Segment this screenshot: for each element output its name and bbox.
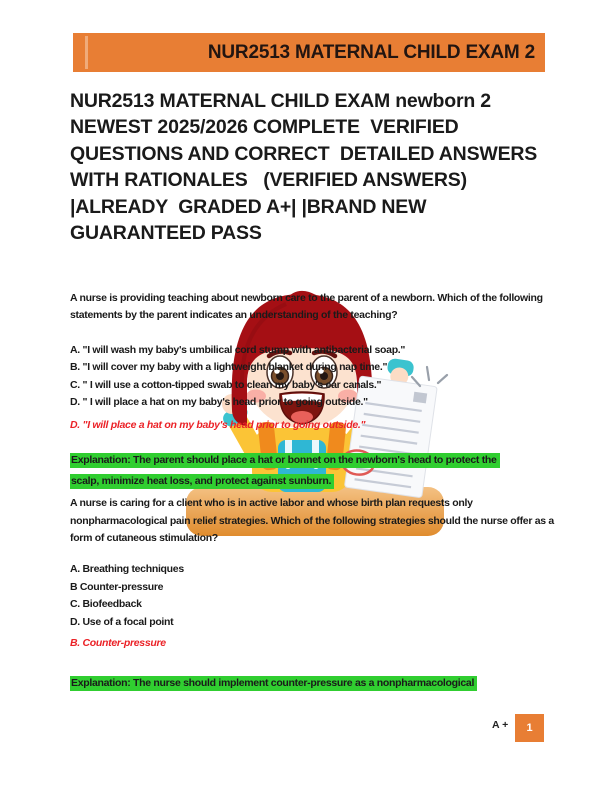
page-number: 1 xyxy=(526,722,533,734)
question-2-explanation xyxy=(70,672,590,693)
option-d: D. Use of a focal point xyxy=(70,615,174,628)
header-bar xyxy=(73,33,545,72)
option-a: A. "I will wash my baby's umbilical cord stump with antibacterial soap." xyxy=(70,344,406,356)
explanation-line: Explanation: The parent should place a hat or bonnet on the newborn's head to protect the xyxy=(70,449,590,470)
option-b: B. "I will cover my baby with a lightweight blanket during nap time." xyxy=(70,361,388,374)
header-accent-stripe xyxy=(85,36,88,69)
title-line: NEWEST 2025/2026 COMPLETE VERIFIED xyxy=(70,116,459,139)
option-d: D. " I will place a hat on my baby's head prior to going outside." xyxy=(70,396,368,409)
explanation-line: Explanation: The nurse should implement counter-pressure as a nonpharmacological xyxy=(70,672,590,693)
question-1-explanation xyxy=(70,449,590,491)
explanation-line: scalp, minimize heat loss, and protect against sunburn. xyxy=(70,470,590,491)
title-line: WITH RATIONALES (VERIFIED ANSWERS) xyxy=(70,169,467,192)
footer-grade-label: A + xyxy=(492,719,509,731)
title-line: NUR2513 MATERNAL CHILD EXAM newborn 2 xyxy=(70,90,491,112)
option-c: C. Biofeedback xyxy=(70,598,142,611)
question-1-answer: D. "I will place a hat on my baby's head prior to going outside." xyxy=(70,419,366,431)
title-line: |ALREADY GRADED A+| |BRAND NEW xyxy=(70,195,427,218)
document-title xyxy=(70,88,570,246)
question-2-answer: B. Counter-pressure xyxy=(70,637,166,649)
question-2-text: A nurse is caring for a client who is in active labor and whose birth plan requests only nonpharmacological pain relief strategies. Which of the following strategies should the nurse offer as a form of cutaneous stimulation? xyxy=(70,497,554,544)
title-line: QUESTIONS AND CORRECT DETAILED ANSWERS xyxy=(70,142,538,165)
header-title: NUR2513 MATERNAL CHILD EXAM 2 xyxy=(207,42,535,63)
page-number-badge xyxy=(515,714,544,742)
title-line: GUARANTEED PASS xyxy=(70,222,262,245)
question-2-options xyxy=(70,561,590,631)
question-1-options xyxy=(70,342,590,412)
question-1-text: A nurse is providing teaching about newborn care to the parent of a newborn. Which of the following statements by the parent indicates an understanding of the teaching? xyxy=(70,292,543,321)
option-b: B Counter-pressure xyxy=(70,580,164,593)
option-a: A. Breathing techniques xyxy=(70,563,184,575)
option-c: C. " I will use a cotton-tipped swab to clean my baby's ear canals." xyxy=(70,378,382,391)
